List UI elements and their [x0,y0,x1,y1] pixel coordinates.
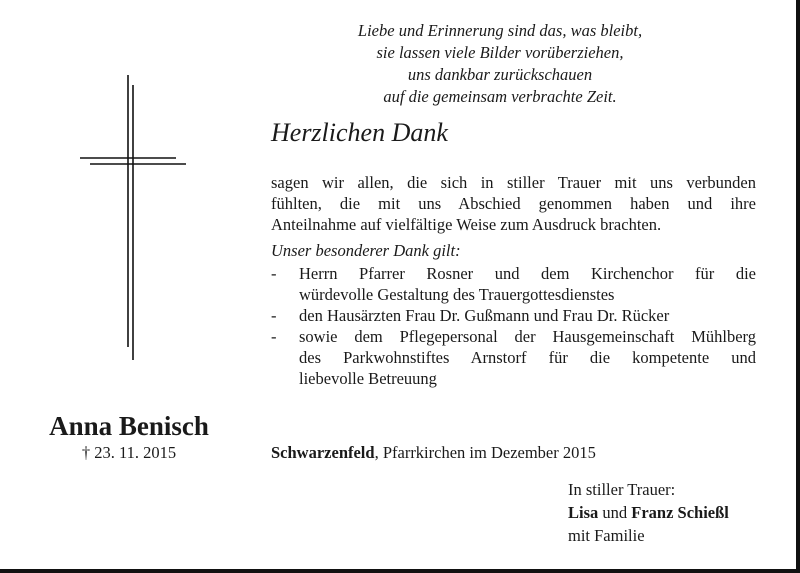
mourner-connector: und [598,503,632,522]
thanks-list [271,263,756,389]
list-item-line: würdevolle Gestaltung des Trauergottesdienstes [299,285,615,304]
list-item-line: sowie dem Pflegepersonal der Hausgemeinschaft Mühlberg [299,327,756,346]
place-rest: , Pfarrkirchen im Dezember 2015 [374,443,596,462]
list-dash: - [271,327,277,346]
list-dash: - [271,306,277,325]
list-item-line: den Hausärzten Frau Dr. Gußmann und Frau Dr. Rücker [299,306,670,325]
mourner-name: Lisa [568,503,599,522]
mourners-intro: In stiller Trauer: [568,480,676,499]
list-item-line: des Parkwohnstiftes Arnstorf für die kompetente und [299,348,756,367]
place-town: Schwarzenfeld [271,443,375,462]
intro-line: fühlten, die mit uns Abschied genommen haben und ihre [271,194,756,213]
list-item [271,305,756,326]
mourners-names [568,501,729,524]
list-item-line: liebevolle Betreuung [299,369,437,388]
deceased-name: Anna Benisch [49,411,209,441]
cross-icon [78,75,188,360]
list-item-line: Herrn Pfarrer Rosner und dem Kirchenchor für die [299,264,756,283]
poem-line: Liebe und Erinnerung sind das, was bleibt, [357,21,643,40]
memorial-poem [300,20,700,108]
poem-line: auf die gemeinsam verbrachte Zeit. [383,87,617,106]
mourners-family: mit Familie [568,526,645,545]
mourners-block [568,478,729,547]
list-item [271,326,756,389]
poem-line: uns dankbar zurückschauen [407,65,593,84]
place-and-date [271,443,596,463]
list-item [271,263,756,305]
poem-line: sie lassen viele Bilder vorüberziehen, [376,43,624,62]
list-dash: - [271,264,277,283]
death-date: † 23. 11. 2015 [81,443,177,462]
intro-paragraph [271,172,756,235]
intro-line: Anteilnahme auf vielfältige Weise zum Ausdruck brachten. [271,215,662,234]
special-thanks-heading: Unser besonderer Dank gilt: [271,241,461,260]
mourner-name: Franz Schießl [631,503,729,522]
intro-line: sagen wir allen, die sich in stiller Trauer mit uns verbunden [271,173,756,192]
thanks-heading: Herzlichen Dank [271,118,448,147]
